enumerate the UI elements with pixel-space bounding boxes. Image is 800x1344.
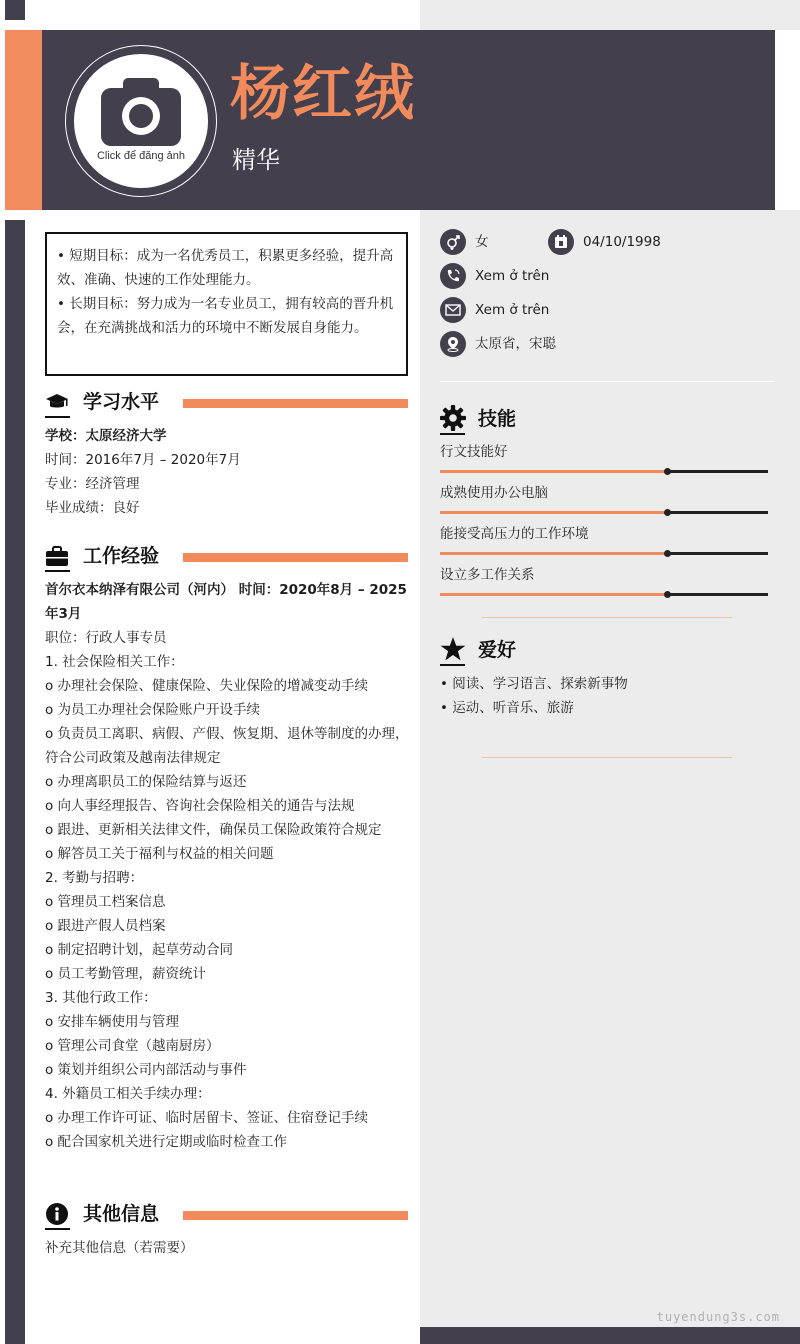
other-title: 其他信息 xyxy=(83,1203,160,1225)
experience-heading xyxy=(45,542,408,572)
email-icon xyxy=(445,302,461,318)
job-title: 精华 xyxy=(232,146,280,174)
skill-label: 能接受高压力的工作环境 xyxy=(440,526,589,542)
skill-bar xyxy=(440,470,768,473)
experience-line: 4. 外籍员工相关手续办理： xyxy=(45,1086,211,1102)
experience-line: 2. 考勤与招聘： xyxy=(45,870,144,886)
skill-bar xyxy=(440,552,768,555)
skill-label: 成熟使用办公电脑 xyxy=(440,485,548,501)
hobbies-title: 爱好 xyxy=(478,639,517,661)
objective-short: • 短期目标：成为一名优秀员工，积累更多经验，提升高效、准确、快速的工作处理能力。 xyxy=(57,248,394,288)
skill-bar xyxy=(440,593,768,596)
experience-line: o 解答员工关于福利与权益的相关问题 xyxy=(45,846,274,862)
gender-row xyxy=(440,229,540,255)
experience-line: o 跟进、更新相关法律文件，确保员工保险政策符合规定 xyxy=(45,822,382,838)
location-pin-icon xyxy=(445,336,461,352)
header-banner xyxy=(5,30,775,210)
other-details xyxy=(45,1236,410,1260)
heading-underline xyxy=(45,570,70,572)
experience-line: o 办理工作许可证、临时居留卡、签证、住宿登记手续 xyxy=(45,1110,369,1126)
experience-line: o 跟进产假人员档案 xyxy=(45,918,166,934)
other-heading xyxy=(45,1200,408,1230)
education-title: 学习水平 xyxy=(83,391,160,413)
heading-underline xyxy=(440,433,465,435)
other-text: 补充其他信息（若需要） xyxy=(45,1240,194,1256)
star-icon xyxy=(440,636,466,662)
skill-item xyxy=(440,443,768,473)
divider xyxy=(482,617,732,618)
experience-line: o 办理离职员工的保险结算与返还 xyxy=(45,774,247,790)
right-white-strip xyxy=(775,30,800,210)
gear-icon xyxy=(440,405,466,431)
experience-line: 1. 社会保险相关工作： xyxy=(45,654,184,670)
education-time: 时间：2016年7月 – 2020年7月 xyxy=(45,452,241,468)
heading-underline xyxy=(45,1228,70,1230)
experience-line: o 员工考勤管理，薪资统计 xyxy=(45,966,207,982)
left-accent-top xyxy=(5,0,25,20)
experience-line: 职位：行政人事专员 xyxy=(45,630,167,646)
experience-line: o 制定招聘计划，起草劳动合同 xyxy=(45,942,234,958)
education-major: 专业：经济管理 xyxy=(45,476,140,492)
experience-line: o 办理社会保险、健康保险、失业保险的增减变动手续 xyxy=(45,678,369,694)
birthday-row xyxy=(548,229,748,255)
experience-line: o 安排车辆使用与管理 xyxy=(45,1014,180,1030)
education-heading xyxy=(45,388,408,418)
education-grade: 毕业成绩：良好 xyxy=(45,500,140,516)
career-objective xyxy=(45,232,408,376)
briefcase-icon xyxy=(45,544,69,568)
phone-row xyxy=(440,263,740,289)
experience-line: o 配合国家机关进行定期或临时检查工作 xyxy=(45,1134,288,1150)
candidate-name: 杨红绒 xyxy=(230,59,416,129)
experience-details xyxy=(45,578,410,1154)
watermark: tuyendung3s.com xyxy=(656,1310,780,1324)
experience-line: o 向人事经理报告、咨询社会保险相关的通告与法规 xyxy=(45,798,355,814)
skill-bar xyxy=(440,511,768,514)
header-accent xyxy=(5,30,42,210)
heading-bar xyxy=(183,399,408,408)
calendar-icon xyxy=(553,234,569,250)
experience-company: 首尔衣本纳泽有限公司（河内） 时间：2020年8月 – 2025年3月 xyxy=(45,582,407,622)
objective-long: • 长期目标：努力成为一名专业员工，拥有较高的晋升机会，在充满挑战和活力的环境中不断发展自身能力。 xyxy=(57,296,394,336)
phone-value: Xem ở trên xyxy=(475,268,550,284)
experience-title: 工作经验 xyxy=(83,545,160,567)
education-details xyxy=(45,424,410,520)
address-value: 太原省，宋聪 xyxy=(475,336,556,352)
experience-line: o 管理员工档案信息 xyxy=(45,894,166,910)
heading-bar xyxy=(183,1211,408,1220)
skill-item xyxy=(440,566,768,596)
info-icon xyxy=(45,1202,69,1226)
avatar-upload[interactable] xyxy=(74,54,208,188)
gender-value: 女 xyxy=(475,234,489,250)
address-row xyxy=(440,331,740,357)
experience-line: 3. 其他行政工作： xyxy=(45,990,157,1006)
gender-icon xyxy=(445,234,461,250)
hobbies-list xyxy=(440,672,770,720)
heading-bar xyxy=(183,553,408,562)
hobbies-heading xyxy=(440,634,770,664)
skills-heading xyxy=(440,403,770,433)
experience-line: o 负责员工离职、病假、产假、恢复期、退休等制度的办理，符合公司政策及越南法律规定 xyxy=(45,726,409,766)
hobby-item: • 运动、听音乐、旅游 xyxy=(440,700,574,716)
graduation-cap-icon xyxy=(45,390,69,414)
skill-label: 设立多工作关系 xyxy=(440,567,535,583)
heading-underline xyxy=(45,416,70,418)
bottom-accent-bar xyxy=(420,1327,800,1344)
skill-item xyxy=(440,484,768,514)
experience-line: o 管理公司食堂（越南厨房） xyxy=(45,1038,220,1054)
camera-icon xyxy=(101,76,181,146)
hobby-item: • 阅读、学习语言、探索新事物 xyxy=(440,676,628,692)
avatar-caption: Click để đăng ảnh xyxy=(96,150,186,162)
avatar-ring xyxy=(65,45,217,197)
email-row xyxy=(440,297,740,323)
divider xyxy=(440,381,775,382)
experience-line: o 策划并组织公司内部活动与事件 xyxy=(45,1062,247,1078)
skills-title: 技能 xyxy=(478,408,517,430)
divider xyxy=(482,757,732,758)
left-accent-bar xyxy=(5,220,25,1344)
skill-item xyxy=(440,525,768,555)
heading-underline xyxy=(440,664,465,666)
experience-lines xyxy=(45,626,410,1154)
phone-icon xyxy=(445,268,461,284)
email-value: Xem ở trên xyxy=(475,302,550,318)
skill-label: 行文技能好 xyxy=(440,444,508,460)
experience-line: o 为员工办理社会保险账户开设手续 xyxy=(45,702,261,718)
education-school: 学校：太原经济大学 xyxy=(45,428,167,444)
birthday-value: 04/10/1998 xyxy=(583,234,661,250)
